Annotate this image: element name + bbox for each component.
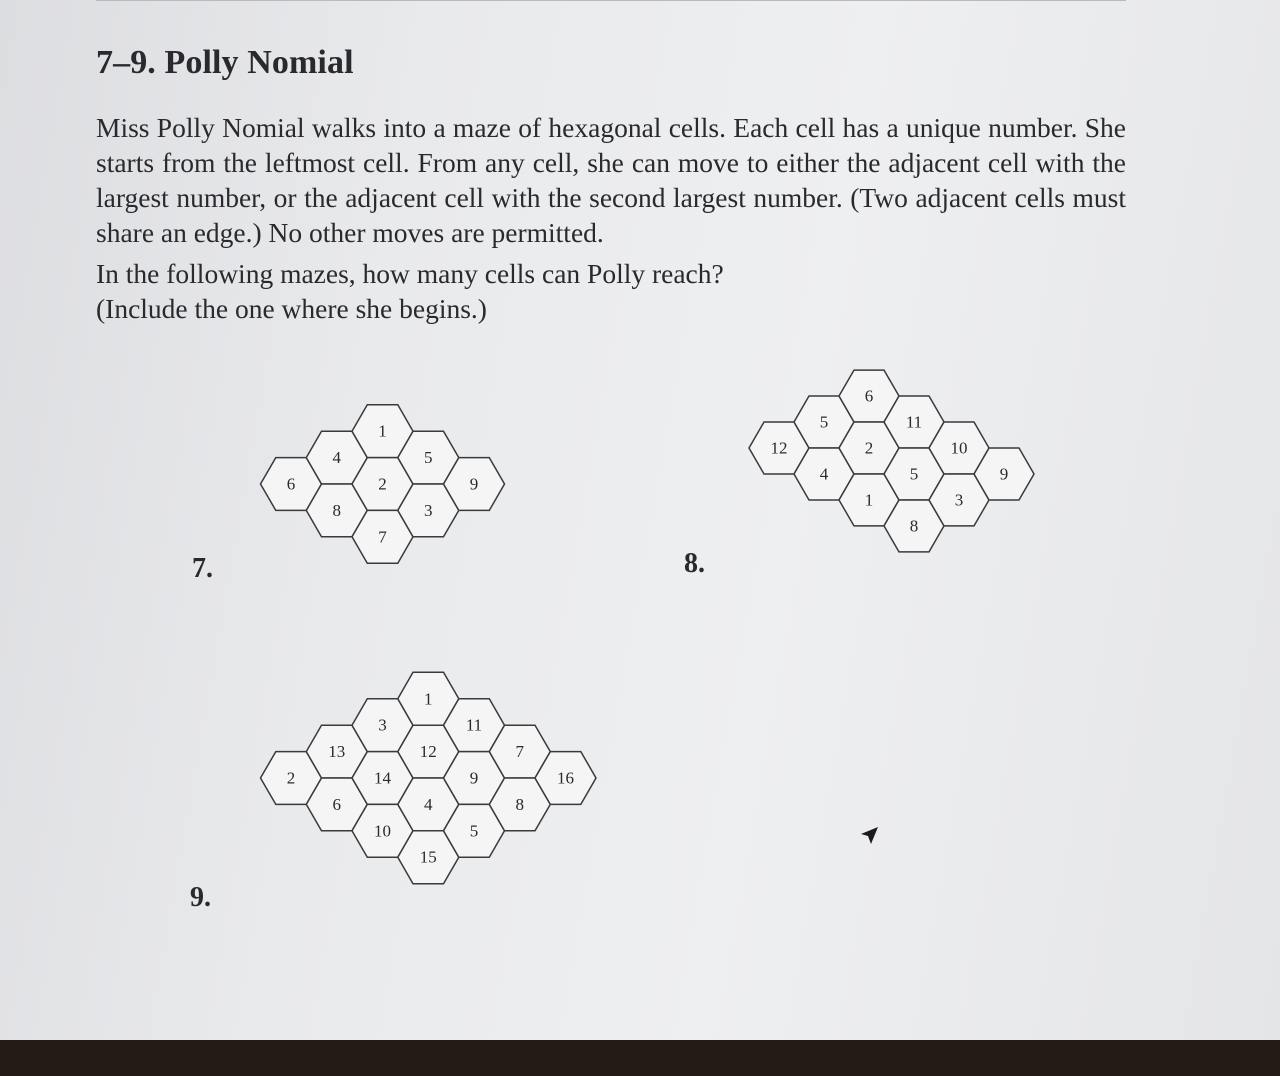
hex-cell-number: 4 [819, 464, 829, 484]
problem-8-label: 8. [684, 548, 705, 579]
hex-cell-number: 10 [950, 438, 968, 458]
hex-cell-number: 9 [469, 474, 479, 494]
hex-cell-number: 7 [515, 742, 525, 762]
question-note: (Include the one where she begins.) [96, 293, 487, 324]
hex-cell-number: 7 [378, 527, 387, 547]
problem-heading: 7–9. Polly Nomial [96, 44, 354, 81]
hex-cell-number: 1 [424, 689, 433, 709]
hex-cell-number: 8 [909, 516, 919, 536]
hex-cell-number: 16 [557, 768, 574, 788]
hex-cell-number: 11 [905, 412, 923, 432]
hex-cell-number: 6 [864, 386, 874, 406]
hex-cell-number: 4 [332, 448, 342, 468]
hex-cell-number: 3 [954, 490, 964, 510]
hex-cell-number: 15 [419, 847, 437, 867]
screen-bezel [0, 1040, 1280, 1076]
hex-cell-number: 8 [515, 794, 525, 814]
hex-cell-number: 12 [419, 742, 437, 762]
hex-cell-number: 1 [864, 490, 874, 510]
maze-9 [261, 672, 597, 883]
hex-cell-number: 5 [909, 464, 919, 484]
hex-cell-number: 3 [424, 500, 433, 520]
maze-7 [261, 405, 505, 563]
hex-cell-number: 5 [469, 821, 479, 841]
hex-cell-number: 9 [999, 464, 1009, 484]
hex-cell-number: 4 [424, 794, 433, 814]
hex-cell-number: 5 [424, 448, 433, 468]
hex-cell-number: 5 [819, 412, 829, 432]
hex-cell-number: 13 [328, 742, 346, 762]
hex-cell-number: 8 [332, 500, 342, 520]
hex-cell-number: 2 [864, 438, 874, 458]
problem-7-label: 7. [192, 553, 213, 584]
hex-cell-number: 12 [770, 438, 788, 458]
question-line: In the following mazes, how many cells can Polly reach? [96, 258, 724, 289]
hex-cell-number: 9 [469, 768, 479, 788]
hex-cell-number: 11 [465, 715, 483, 735]
hex-cell-number: 3 [378, 715, 387, 735]
maze-8 [749, 370, 1034, 552]
hex-cell-number: 1 [378, 421, 387, 441]
hex-cell-number: 2 [378, 474, 387, 494]
problem-description: Miss Polly Nomial walks into a maze of hexagonal cells. Each cell has a unique number. She starts from the leftmost cell. From any cell, she can move to either the adjacent cell with the largest number, or the adjacent cell with the second largest number. (Two adjacent cells must share an edge.) No other moves are permitted. [96, 112, 1126, 248]
problem-9-label: 9. [190, 882, 211, 913]
hex-cell-number: 6 [332, 794, 342, 814]
hex-cell-number: 10 [374, 821, 391, 841]
hex-cell-number: 14 [374, 768, 391, 788]
hex-cell-number: 2 [286, 768, 296, 788]
mouse-pointer-icon [858, 822, 884, 853]
hex-cell-number: 6 [286, 474, 296, 494]
